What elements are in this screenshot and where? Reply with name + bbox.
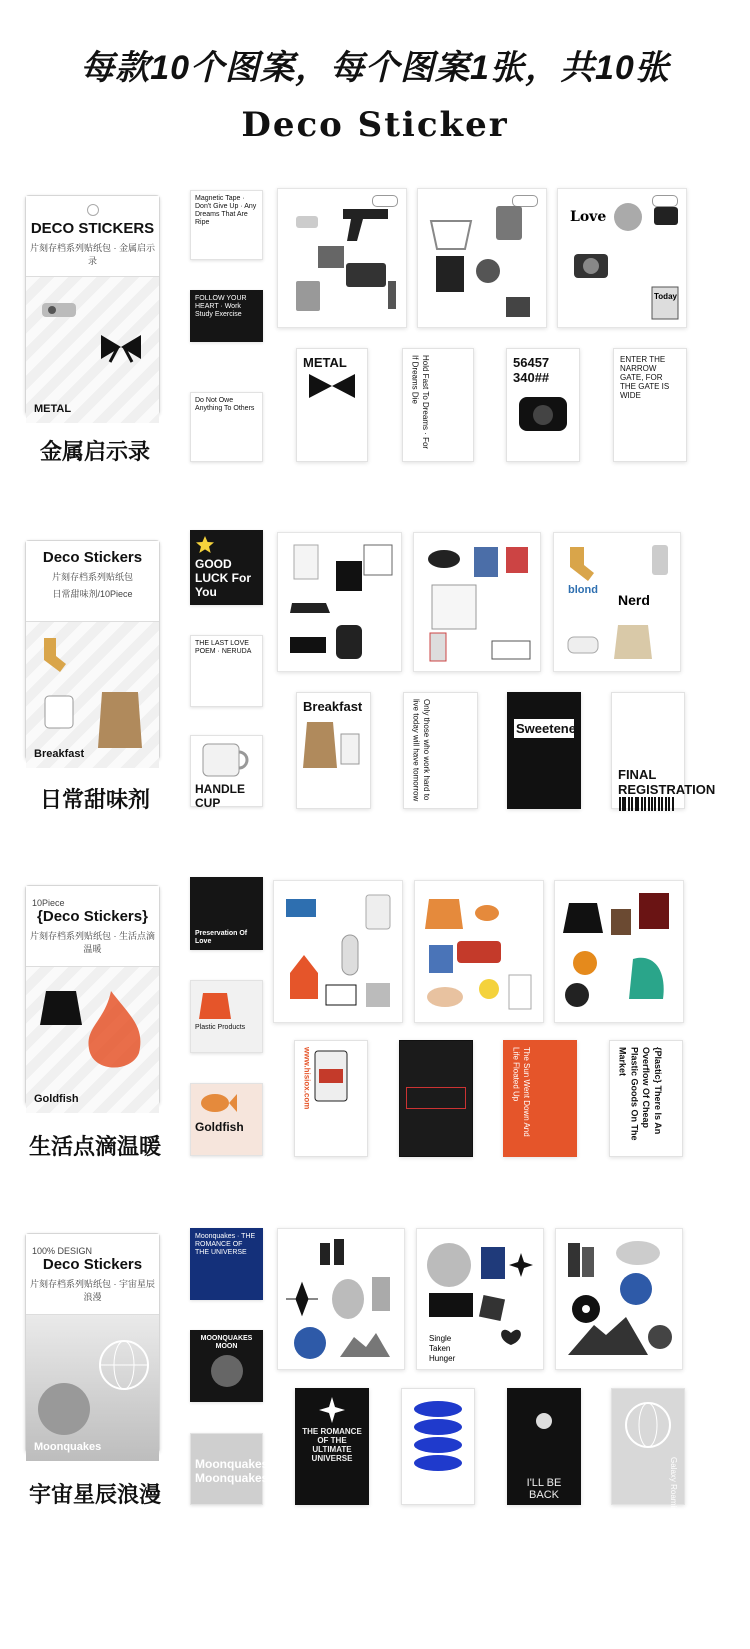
sticker-sheet bbox=[553, 532, 681, 672]
sticker-thumb: Magnetic Tape · Don't Give Up · Any Dreams That Are Ripe bbox=[190, 190, 263, 260]
mug-icon bbox=[41, 692, 87, 732]
pack-caption: Breakfast bbox=[34, 748, 85, 760]
sticker-pack-1 bbox=[25, 195, 160, 415]
sticker-card bbox=[609, 1040, 683, 1157]
sticker-card: The Sun Went Down And Life Floated Up bbox=[503, 1040, 577, 1157]
pack-brand: DECO STICKERS bbox=[30, 220, 155, 237]
bag-icon bbox=[195, 985, 235, 1021]
svg-text:Love: Love bbox=[570, 209, 607, 225]
pack-caption: Moonquakes bbox=[34, 1441, 102, 1453]
set-label: 生活点滴温暖 bbox=[28, 1134, 161, 1159]
pack-subtitle: 片刻存档系列贴纸包 bbox=[51, 572, 133, 582]
card-text: {Plastic} There Is An Overflow Of Cheap Plastic Goods On The Market bbox=[617, 1047, 663, 1141]
sticker-pack-3 bbox=[25, 885, 160, 1105]
chess-icon bbox=[286, 1237, 398, 1365]
sticker-sheet bbox=[416, 1228, 544, 1370]
svg-text:Hunger: Hunger bbox=[429, 1354, 456, 1363]
card-title: 56457 340## bbox=[513, 355, 550, 385]
sticker-card bbox=[611, 1388, 685, 1517]
sticker-card bbox=[295, 1388, 369, 1505]
sticker-thumb: Moonquakes · THE ROMANCE OF THE UNIVERSE bbox=[190, 1228, 263, 1300]
camera-icon bbox=[40, 297, 80, 321]
flame-icon bbox=[81, 987, 151, 1077]
sticker-thumb: Goldfish bbox=[190, 1083, 263, 1156]
cassette-icon bbox=[311, 1047, 351, 1107]
set-label: 金属启示录 bbox=[39, 439, 150, 464]
set-label: 日常甜味剂 bbox=[39, 787, 150, 812]
svg-text:Single: Single bbox=[429, 1334, 452, 1343]
skateboard-icon bbox=[282, 889, 397, 1017]
socks-icon bbox=[36, 634, 76, 674]
sticker-sheet bbox=[277, 188, 407, 328]
svg-text:blond: blond bbox=[568, 584, 598, 596]
star-icon bbox=[195, 535, 215, 555]
sticker-card bbox=[506, 348, 580, 462]
svg-text:Nerd: Nerd bbox=[618, 592, 650, 608]
sticker-card: Hold Fast To Dreams · For If Dreams Die bbox=[402, 348, 474, 462]
coffee-icon bbox=[303, 714, 365, 774]
sticker-thumb: HANDLE CUP bbox=[190, 735, 263, 807]
sticker-card bbox=[399, 1040, 473, 1157]
sticker-card bbox=[296, 348, 368, 462]
svg-text:Today: Today bbox=[654, 292, 677, 301]
card-title: I'LL BE BACK bbox=[526, 1477, 562, 1501]
books-icon bbox=[564, 1237, 676, 1365]
globe-icon bbox=[94, 1335, 154, 1395]
bow-icon bbox=[96, 332, 146, 362]
sticker-thumb: Do Not Owe Anything To Others bbox=[190, 392, 263, 462]
sticker-sheet bbox=[557, 188, 687, 328]
pack-subtitle: 片刻存档系列贴纸包 · 生活点滴温暖 bbox=[30, 931, 155, 954]
hat-icon bbox=[422, 541, 534, 666]
basket-icon bbox=[426, 201, 541, 321]
bag-icon bbox=[96, 682, 146, 752]
moon-icon bbox=[425, 1237, 537, 1365]
sticker-sheet bbox=[273, 880, 403, 1023]
pack-caption: METAL bbox=[34, 403, 72, 415]
hang-hole-icon bbox=[87, 204, 99, 216]
sticker-card bbox=[296, 692, 371, 809]
goldfish-icon bbox=[423, 889, 538, 1017]
pack-brand: {Deco Stickers} bbox=[37, 908, 148, 925]
gun-icon bbox=[288, 201, 398, 321]
card-title: FINAL REGISTRATION bbox=[618, 767, 716, 797]
pack-subtitle: 片刻存档系列贴纸包 · 金属启示录 bbox=[30, 243, 155, 266]
sticker-card: Only those who work hard to live today will have tomorrow bbox=[403, 692, 478, 809]
pack-brand: Deco Stickers bbox=[42, 549, 143, 566]
sticker-thumb: MOONQUAKES MOON bbox=[190, 1330, 263, 1402]
set-label: 宇宙星辰浪漫 bbox=[28, 1482, 161, 1507]
sticker-thumb: GOOD LUCK For You bbox=[190, 530, 263, 605]
sticker-sheet bbox=[414, 880, 544, 1023]
sticker-card bbox=[613, 348, 687, 462]
goldfish-icon bbox=[195, 1088, 239, 1118]
card-title: Sweetener bbox=[516, 721, 582, 736]
bow-icon bbox=[303, 370, 361, 406]
rings-icon bbox=[408, 1395, 468, 1495]
sticker-card bbox=[401, 1388, 475, 1505]
card-text: ENTER THE NARROW GATE, FOR THE GATE IS WIDE bbox=[620, 355, 670, 400]
moon-icon bbox=[195, 1351, 255, 1391]
card-title: METAL bbox=[303, 355, 347, 370]
sticker-thumb: Preservation Of Love bbox=[190, 877, 263, 950]
pack-caption: Goldfish bbox=[34, 1093, 79, 1105]
sticker-card bbox=[507, 692, 581, 809]
header-title: 每款10个图案，每个图案1张，共10张 bbox=[80, 49, 670, 87]
sticker-sheet bbox=[277, 1228, 405, 1370]
globe-icon bbox=[618, 1395, 678, 1455]
telephone-icon bbox=[513, 385, 573, 435]
sticker-card: www.hisiox.com bbox=[294, 1040, 368, 1157]
svg-text:Taken: Taken bbox=[429, 1344, 451, 1353]
sticker-sheet bbox=[417, 188, 547, 328]
sticker-sheet bbox=[554, 880, 684, 1023]
pack-count: 日常甜味剂/10Piece bbox=[52, 589, 133, 599]
pack-count: 100% DESIGN bbox=[32, 1246, 93, 1256]
sticker-pack-2 bbox=[25, 540, 160, 760]
camera-icon bbox=[566, 199, 681, 324]
shopping-bag-icon bbox=[562, 541, 674, 666]
sticker-sheet bbox=[413, 532, 541, 672]
sticker-pack-4 bbox=[25, 1233, 160, 1453]
astronaut-icon bbox=[514, 1395, 574, 1445]
sticker-thumb: Moonquakes Moonquakes bbox=[190, 1433, 263, 1505]
pack-count: 10Piece bbox=[32, 898, 65, 908]
card-text: Galaxy Roaming bbox=[669, 1457, 678, 1517]
receipt-icon bbox=[286, 541, 396, 666]
pack-brand: Deco Stickers bbox=[42, 1256, 143, 1273]
sticker-card bbox=[507, 1388, 581, 1505]
mug-icon bbox=[195, 740, 255, 780]
card-title: THE ROMANCE OF THE ULTIMATE UNIVERSE bbox=[302, 1427, 362, 1463]
sticker-sheet bbox=[277, 532, 402, 672]
trash-bag-icon bbox=[563, 889, 678, 1017]
sticker-card bbox=[611, 692, 716, 809]
sticker-thumb: FOLLOW YOUR HEART · Work Study Exercise bbox=[190, 290, 263, 342]
sticker-thumb: THE LAST LOVE POEM · NERUDA bbox=[190, 635, 263, 707]
sticker-thumb: Plastic Products bbox=[190, 980, 263, 1053]
barcode-icon bbox=[618, 797, 678, 811]
card-title: Breakfast bbox=[303, 699, 363, 714]
pack-subtitle: 片刻存档系列贴纸包 · 宇宙星辰浪漫 bbox=[30, 1279, 155, 1302]
trash-bag-icon bbox=[36, 977, 86, 1027]
header-subtitle: Deco Sticker bbox=[241, 105, 509, 145]
star-icon bbox=[302, 1395, 362, 1425]
sticker-sheet bbox=[555, 1228, 683, 1370]
moon-icon bbox=[34, 1379, 94, 1439]
